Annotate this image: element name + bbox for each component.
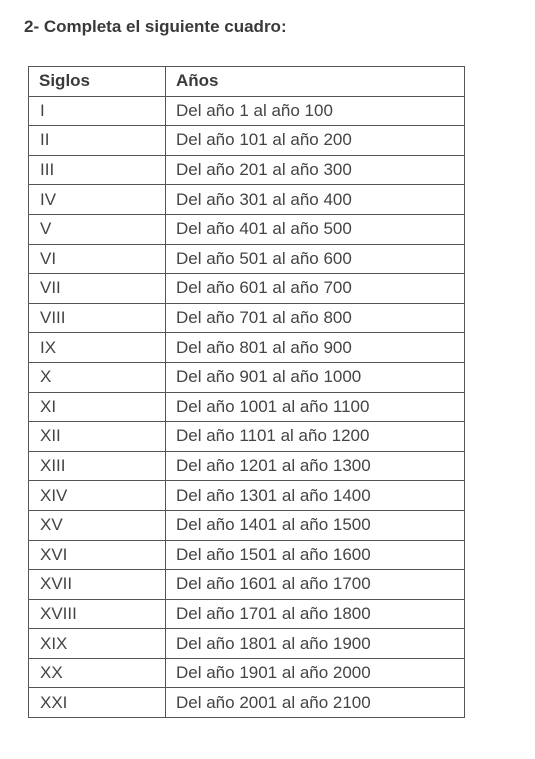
year-range-cell: Del año 901 al año 1000: [166, 362, 465, 392]
table-row: [29, 599, 465, 629]
century-roman-cell: XI: [29, 392, 166, 422]
century-roman-cell: XVII: [29, 570, 166, 600]
year-range-cell: Del año 801 al año 900: [166, 333, 465, 363]
year-range-cell: Del año 2001 al año 2100: [166, 688, 465, 718]
year-range-cell: Del año 1501 al año 1600: [166, 540, 465, 570]
year-range-cell: Del año 601 al año 700: [166, 274, 465, 304]
table-row: [29, 155, 465, 185]
table-row: [29, 333, 465, 363]
table-row: [29, 540, 465, 570]
year-range-cell: Del año 101 al año 200: [166, 126, 465, 156]
year-range-cell: Del año 401 al año 500: [166, 214, 465, 244]
century-roman-cell: I: [29, 96, 166, 126]
year-range-cell: Del año 1201 al año 1300: [166, 451, 465, 481]
year-range-cell: Del año 301 al año 400: [166, 185, 465, 215]
year-range-cell: Del año 1001 al año 1100: [166, 392, 465, 422]
century-roman-cell: XVI: [29, 540, 166, 570]
century-roman-cell: XX: [29, 658, 166, 688]
table-row: [29, 422, 465, 452]
century-roman-cell: XIII: [29, 451, 166, 481]
table-row: [29, 362, 465, 392]
year-range-cell: Del año 501 al año 600: [166, 244, 465, 274]
table-row: [29, 96, 465, 126]
century-roman-cell: VI: [29, 244, 166, 274]
year-range-cell: Del año 1801 al año 1900: [166, 629, 465, 659]
century-roman-cell: XIV: [29, 481, 166, 511]
century-roman-cell: XV: [29, 510, 166, 540]
year-range-cell: Del año 701 al año 800: [166, 303, 465, 333]
table-row: [29, 126, 465, 156]
table-row: [29, 303, 465, 333]
table-body: [29, 96, 465, 717]
column-header-anos: Años: [166, 67, 465, 97]
table-row: [29, 629, 465, 659]
table-row: [29, 481, 465, 511]
table-header-row: [29, 67, 465, 97]
year-range-cell: Del año 201 al año 300: [166, 155, 465, 185]
table-row: [29, 214, 465, 244]
year-range-cell: Del año 1101 al año 1200: [166, 422, 465, 452]
century-roman-cell: XII: [29, 422, 166, 452]
year-range-cell: Del año 1301 al año 1400: [166, 481, 465, 511]
year-range-cell: Del año 1901 al año 2000: [166, 658, 465, 688]
table-row: [29, 244, 465, 274]
century-roman-cell: III: [29, 155, 166, 185]
table-row: [29, 570, 465, 600]
exercise-heading: 2- Completa el siguiente cuadro:: [24, 17, 287, 36]
table-row: [29, 274, 465, 304]
year-range-cell: Del año 1601 al año 1700: [166, 570, 465, 600]
table-row: [29, 658, 465, 688]
centuries-table: [28, 66, 465, 718]
column-header-siglos: Siglos: [29, 67, 166, 97]
century-roman-cell: IX: [29, 333, 166, 363]
table-row: [29, 510, 465, 540]
year-range-cell: Del año 1401 al año 1500: [166, 510, 465, 540]
year-range-cell: Del año 1701 al año 1800: [166, 599, 465, 629]
century-roman-cell: II: [29, 126, 166, 156]
century-roman-cell: XXI: [29, 688, 166, 718]
table-row: [29, 451, 465, 481]
century-roman-cell: IV: [29, 185, 166, 215]
century-roman-cell: XIX: [29, 629, 166, 659]
century-roman-cell: V: [29, 214, 166, 244]
table-row: [29, 688, 465, 718]
year-range-cell: Del año 1 al año 100: [166, 96, 465, 126]
table-row: [29, 392, 465, 422]
century-roman-cell: X: [29, 362, 166, 392]
century-roman-cell: VII: [29, 274, 166, 304]
century-roman-cell: XVIII: [29, 599, 166, 629]
century-roman-cell: VIII: [29, 303, 166, 333]
table-row: [29, 185, 465, 215]
